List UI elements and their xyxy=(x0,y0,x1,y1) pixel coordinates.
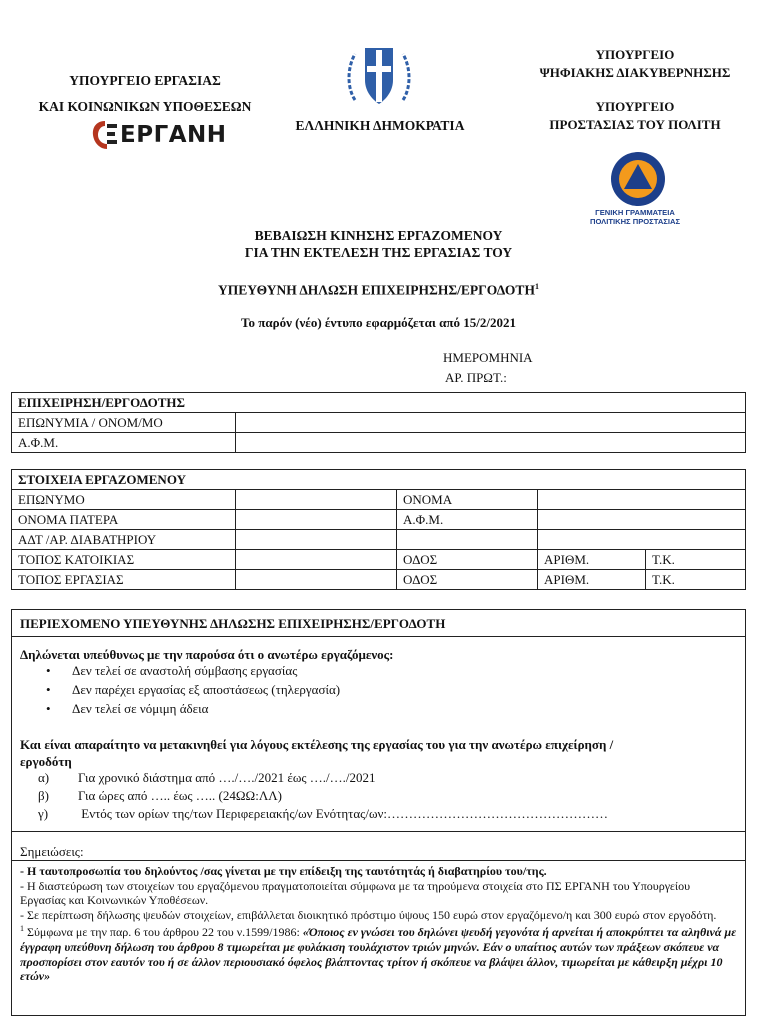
employee-name-field[interactable] xyxy=(538,490,746,510)
employer-afm-label: Α.Φ.Μ. xyxy=(12,433,236,453)
notes-heading: Σημειώσεις: xyxy=(20,844,84,859)
civil-protection-logo xyxy=(598,150,678,208)
employee-surname-field[interactable] xyxy=(236,490,397,510)
content-heading-row xyxy=(12,610,745,637)
region-item-text: Εντός των ορίων της/των Περιφερειακής/ων Ενότητας/ων:…………………………………………… xyxy=(78,806,608,821)
employer-afm-field[interactable] xyxy=(236,433,746,453)
legal-footnote-mark: 1 xyxy=(20,924,24,934)
ergani-logo-text: ΕΡΓΑΝΗ xyxy=(120,122,227,148)
footnote-mark: 1 xyxy=(534,282,539,291)
necessity-statement-line2: εργοδότη xyxy=(20,754,72,769)
declaration-title-text: ΥΠΕΥΘΥΝΗ ΔΗΛΩΣΗ ΕΠΙΧΕΙΡΗΣΗΣ/ΕΡΓΟΔΟΤΗ xyxy=(218,282,535,298)
period-item[interactable] xyxy=(38,770,376,786)
employee-father-label: ΟΝΟΜΑ ΠΑΤΕΡΑ xyxy=(12,510,236,530)
employer-name-field[interactable] xyxy=(236,413,746,433)
ministry-citizen-line2: ΠΡΟΣΤΑΣΙΑΣ ΤΟΥ ΠΟΛΙΤΗ xyxy=(549,117,721,132)
employee-residence-label: ΤΟΠΟΣ ΚΑΤΟΙΚΙΑΣ xyxy=(12,550,236,570)
region-item-key: γ) xyxy=(38,806,49,821)
ministry-labour xyxy=(0,68,290,120)
workplace-street-label: ΟΔΟΣ xyxy=(397,570,538,590)
notes-body xyxy=(20,864,737,984)
ministry-citizen-protection xyxy=(515,98,755,134)
employee-workplace-label: ΤΟΠΟΣ ΕΡΓΑΣΙΑΣ xyxy=(12,570,236,590)
bullet-item-text: Δεν τελεί σε νόμιμη άδεια xyxy=(72,701,209,716)
legal-footnote-plain: Σύμφωνα με την παρ. 6 του άρθρου 22 του ν.1599/1986: xyxy=(24,925,303,940)
notes-divider xyxy=(12,860,745,861)
employee-name-label: ΟΝΟΜΑ xyxy=(397,490,538,510)
date-label: ΗΜΕΡΟΜΗΝΙΑ xyxy=(443,350,533,365)
necessity-statement-line1: Και είναι απαραίτητο να μετακινηθεί για λόγους εκτέλεσης της εργασίας του για την ανωτέρω επιχείρηση / xyxy=(20,737,614,752)
civil-protection-line2: ΠΟΛΙΤΙΚΗΣ ΠΡΟΣΤΑΣΙΑΣ xyxy=(589,217,681,226)
period-item-key: α) xyxy=(38,770,50,785)
workplace-number-label: ΑΡΙΘΜ. xyxy=(538,570,646,590)
protocol-label: ΑΡ. ΠΡΩΤ.: xyxy=(445,370,507,385)
ministry-digital-line2: ΨΗΦΙΑΚΗΣ ΔΙΑΚΥΒΕΡΝΗΣΗΣ xyxy=(539,65,731,80)
employee-id-field-ext2[interactable] xyxy=(538,530,746,550)
declaration-content-box xyxy=(11,609,746,1016)
bullet-item xyxy=(52,663,297,679)
hours-item-key: β) xyxy=(38,788,49,803)
declaration-title xyxy=(0,282,757,299)
legal-footnote-quote: «Όποιος εν γνώσει του δηλώνει ψευδή γεγονότα ή αρνείται ή αποκρύπτει τα αληθινά με έγγραφη υπεύθυνη δήλωση του άρθρου 8 τιμωρείται με φυλάκιση τουλάχιστον τριών μηνών. Εάν ο υπαίτιος αυτών των πράξεων σκόπευε να προσπορίσει στον εαυτόν του ή σε άλλον περιουσιακό όφελος βλάπτοντας τρίτον ή σκόπευε να βλάψει άλλον, τιμωρείται με κάθειρξη μέχρι 10 ετών» xyxy=(20,925,737,984)
ministry-digital-line1: ΥΠΟΥΡΓΕΙΟ xyxy=(595,47,675,62)
employee-heading: ΣΤΟΙΧΕΙΑ ΕΡΓΑΖΟΜΕΝΟΥ xyxy=(12,470,746,490)
note-penalty: - Σε περίπτωση δήλωσης ψευδών στοιχείων, επιβάλλεται διοικητικό πρόστιμο ύψους 150 ευρώ στον εργαζόμενο/η και 300 ευρώ στον εργοδότη. xyxy=(20,907,717,922)
employee-afm-label: Α.Φ.Μ. xyxy=(397,510,538,530)
employee-id-field[interactable] xyxy=(236,530,397,550)
greek-coat-of-arms-icon xyxy=(345,40,413,112)
workplace-postcode-label: Τ.Κ. xyxy=(646,570,746,590)
bullet-item xyxy=(52,701,208,717)
bullet-item xyxy=(52,682,340,698)
employee-workplace-field[interactable] xyxy=(236,570,397,590)
employee-id-label: ΑΔΤ /ΑΡ. ΔΙΑΒΑΤΗΡΙΟΥ xyxy=(12,530,236,550)
bullet-item-text: Δεν τελεί σε αναστολή σύμβασης εργασίας xyxy=(72,663,298,678)
document-title-line1: ΒΕΒΑΙΩΣΗ ΚΙΝΗΣΗΣ ΕΡΓΑΖΟΜΕΝΟΥ xyxy=(254,228,503,243)
employee-residence-field[interactable] xyxy=(236,550,397,570)
residence-street-label: ΟΔΟΣ xyxy=(397,550,538,570)
ergani-symbol-icon xyxy=(90,118,120,152)
bullet-item-text: Δεν παρέχει εργασίας εξ αποστάσεως (τηλεργασία) xyxy=(72,682,341,697)
note-legal-footnote xyxy=(20,922,737,983)
date-block xyxy=(443,348,533,388)
civil-protection-line1: ΓΕΝΙΚΗ ΓΡΑΜΜΑΤΕΙΑ xyxy=(595,208,675,217)
civil-protection-icon xyxy=(598,150,678,208)
declare-statement: Δηλώνεται υπεύθυνως με την παρούσα ότι ο ανωτέρω εργαζόμενος: xyxy=(20,647,394,662)
document-title-line2: ΓΙΑ ΤΗΝ ΕΚΤΕΛΕΣΗ ΤΗΣ ΕΡΓΑΣΙΑΣ ΤΟΥ xyxy=(244,245,513,260)
note-identity: - Η ταυτοπροσωπία του δηλούντος /σας γίνεται με την επίδειξη της ταυτότητάς ή διαβατηρίου του/της. xyxy=(20,864,547,878)
residence-postcode-label: Τ.Κ. xyxy=(646,550,746,570)
hours-item-text: Για ώρες από ….. έως ….. (24ΩΩ:ΛΛ) xyxy=(78,788,283,803)
period-item-text: Για χρονικό διάστημα από …./…./2021 έως …./…./2021 xyxy=(78,770,376,785)
ergani-logo xyxy=(90,118,227,156)
region-item[interactable] xyxy=(38,806,608,822)
ministry-citizen-line1: ΥΠΟΥΡΓΕΙΟ xyxy=(595,99,675,114)
civil-protection-text xyxy=(575,208,695,226)
applies-date-note: Το παρόν (νέο) έντυπο εφαρμόζεται από 15/2/2021 xyxy=(241,315,516,330)
notes-divider-top xyxy=(12,831,745,832)
employer-name-label: ΕΠΩΝΥΜΙΑ / ΟΝΟΜ/ΜΟ xyxy=(12,413,236,433)
residence-number-label: ΑΡΙΘΜ. xyxy=(538,550,646,570)
employee-afm-field[interactable] xyxy=(538,510,746,530)
greek-emblem xyxy=(345,40,413,112)
content-heading: ΠΕΡΙΕΧΟΜΕΝΟ ΥΠΕΥΘΥΝΗΣ ΔΗΛΩΣΗΣ ΕΠΙΧΕΙΡΗΣΗΣ/ΕΡΓΟΔΟΤΗ xyxy=(20,616,446,631)
ministry-labour-line1: ΥΠΟΥΡΓΕΙΟ ΕΡΓΑΣΙΑΣ xyxy=(69,73,221,88)
employee-id-field-ext[interactable] xyxy=(397,530,538,550)
employee-father-field[interactable] xyxy=(236,510,397,530)
employee-surname-label: ΕΠΩΝΥΜΟ xyxy=(12,490,236,510)
hours-item[interactable] xyxy=(38,788,282,804)
employer-heading: ΕΠΙΧΕΙΡΗΣΗ/ΕΡΓΟΔΟΤΗΣ xyxy=(12,393,746,413)
ministry-labour-line2: ΚΑΙ ΚΟΙΝΩΝΙΚΩΝ ΥΠΟΘΕΣΕΩΝ xyxy=(38,99,252,114)
employee-table xyxy=(11,469,746,590)
note-verification: - Η διαστεύρωση των στοιχείων του εργαζόμενου πραγματοποιείται σύμφωνα με τα τηρούμενα στοιχεία στο ΠΣ ΕΡΓΑΝΗ του Υπουργείου Εργασίας και Κοινωνικών Υποθέσεων. xyxy=(20,878,691,908)
employer-table xyxy=(11,392,746,453)
hellenic-republic-label: ΕΛΛΗΝΙΚΗ ΔΗΜΟΚΡΑΤΙΑ xyxy=(295,118,465,133)
ministry-digital xyxy=(515,46,755,82)
